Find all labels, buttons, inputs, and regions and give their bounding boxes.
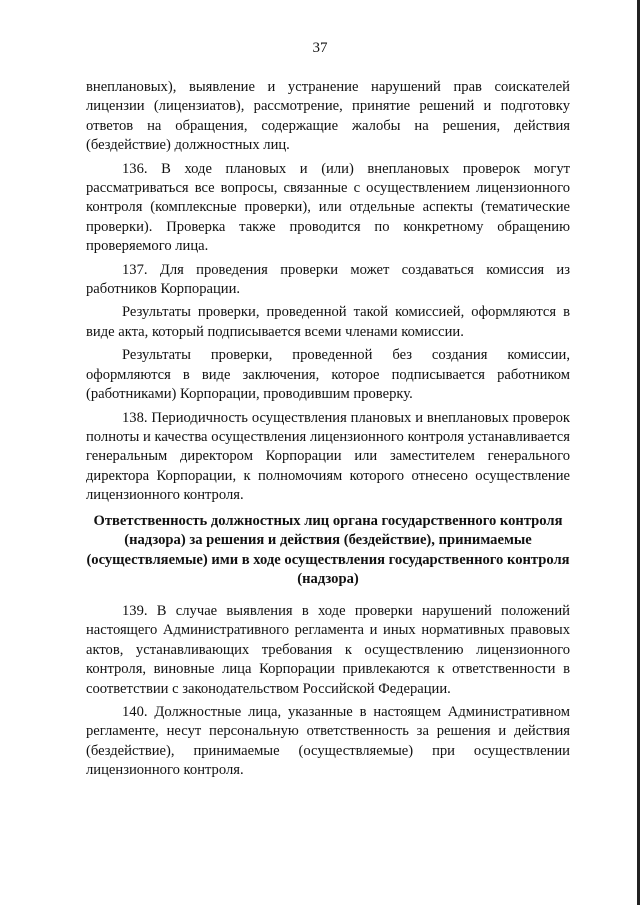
paragraph-137: 137. Для проведения проверки может создаваться комиссия из работников Корпорации. bbox=[86, 261, 570, 298]
paragraph-commission-result: Результаты проверки, проведенной такой комиссией, оформляются в виде акта, который подписывается всеми членами комиссии. bbox=[86, 304, 570, 340]
paragraph-139: 139. В случае выявления в ходе проверки нарушений положений настоящего Административного регламента и иных нормативных правовых актов, устанавливающих требования к осуществлению лицензионного контроля, виновные лица Корпорации привлекаются к ответственности в соответствии с законодательством Российской Федерации. bbox=[86, 603, 570, 697]
paragraph-140: 140. Должностные лица, указанные в настоящем Административном регламенте, несут персональную ответственность за решения и действия (бездействие), принимаемые (осуществляемые) при осуществлении лицензионного контроля. bbox=[86, 704, 570, 779]
paragraph-no-commission-result: Результаты проверки, проведенной без создания комиссии, оформляются в виде заключения, которое подписывается работником (работниками) Корпорации, проводившим проверку. bbox=[86, 347, 570, 403]
section-heading: Ответственность должностных лиц органа государственного контроля (надзора) за решения и действия (бездействие), принимаемые (осуществляемые) ими в ходе осуществления государственного контроля (надзора) bbox=[86, 513, 570, 588]
page-number: 37 bbox=[312, 40, 328, 56]
paragraph-continuation: внеплановых), выявление и устранение нарушений прав соискателей лицензии (лицензиатов), рассмотрение, принятие решений и подготовку ответов на обращения, содержащие жалобы на решения, действия (бездействие) должностных лиц. bbox=[86, 79, 570, 154]
text-block-bottom bbox=[86, 602, 570, 785]
text-block-top bbox=[86, 78, 570, 510]
paragraph-138: 138. Периодичность осуществления плановых и внеплановых проверок полноты и качества осуществления лицензионного контроля устанавливается генеральным директором Корпорации или заместителем генерального директора Корпорации, к полномочиям которого отнесено осуществление лицензионного контроля. bbox=[86, 409, 570, 504]
paragraph-136: 136. В ходе плановых и (или) внеплановых проверок могут рассматриваться все вопросы, связанные с осуществлением лицензионного контроля (комплексные проверки), или отдельные аспекты (тематические проверки). Проверка также проводится по конкретному обращению проверяемого лица. bbox=[86, 160, 570, 255]
